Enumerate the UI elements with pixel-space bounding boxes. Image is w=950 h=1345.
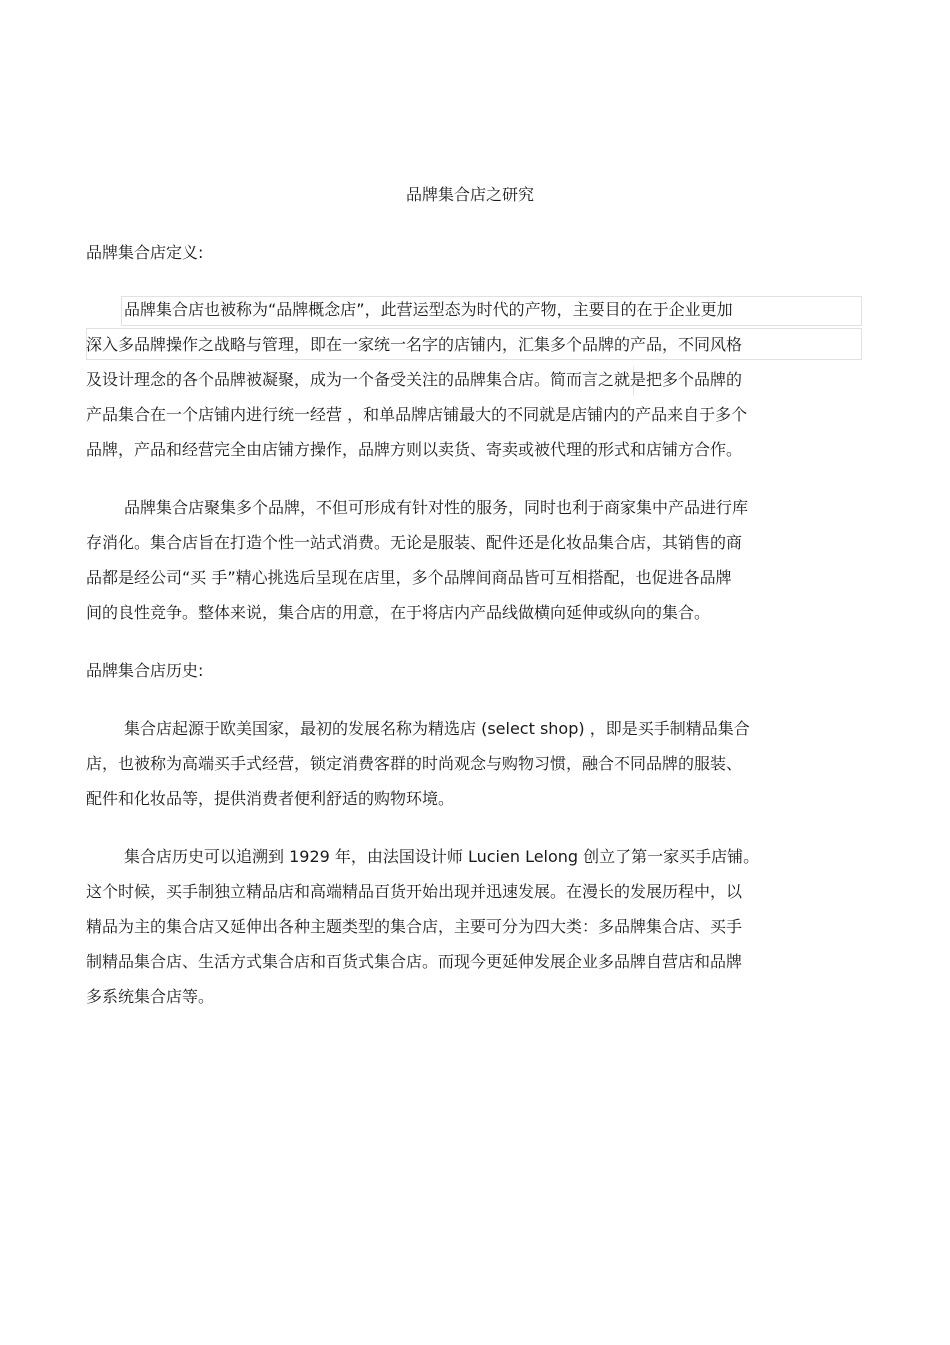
paragraph-line: 及设计理念的各个品牌被凝聚，成为一个备受关注的品牌集合店。简而言之就是把多个品牌的 [86,370,743,389]
paragraph-line: 品都是经公司“买 手”精心挑选后呈现在店里，多个品牌间商品皆可互相搭配，也促进各品牌 [86,568,732,587]
document-title: 品牌集合店之研究 [405,185,534,204]
section-heading-history: 品牌集合店历史: [86,661,204,680]
paragraph-line: 品牌，产品和经营完全由店铺方操作，品牌方则以卖货、寄卖或被代理的形式和店铺方合作。 [86,440,743,459]
paragraph-line: 深入多品牌操作之战略与管理，即在一家统一名字的店铺内，汇集多个品牌的产品，不同风格 [86,335,743,354]
paragraph-line: 品牌集合店也被称为“品牌概念店”，此营运型态为时代的产物，主要目的在于企业更加 [124,300,733,319]
paragraph-line: 这个时候，买手制独立精品店和高端精品百货开始出现并迅速发展。在漫长的发展历程中，以 [86,882,743,901]
paragraph-line: 集合店起源于欧美国家，最初的发展名称为精选店 (select shop) ，即是买手制精品集合 [124,719,750,738]
section-heading-definition: 品牌集合店定义: [86,243,204,262]
paragraph-line: 间的良性竞争。整体来说，集合店的用意，在于将店内产品线做横向延伸或纵向的集合。 [86,603,711,622]
paragraph-line: 存消化。集合店旨在打造个性一站式消费。无论是服装、配件还是化妆品集合店，其销售的商 [86,533,743,552]
paragraph-line: 集合店历史可以追溯到 1929 年，由法国设计师 Lucien Lelong 创立了第一家买手店铺。 [124,847,760,866]
paragraph-line: 配件和化妆品等，提供消费者便利舒适的购物环境。 [86,789,455,808]
paragraph-line: 产品集合在一个店铺内进行统一经营 ，和单品牌店铺最大的不同就是店铺内的产品来自于多个 [86,405,748,424]
paragraph-line: 制精品集合店、生活方式集合店和百货式集合店。而现今更延伸发展企业多品牌自营店和品牌 [86,952,743,971]
paragraph-line: 品牌集合店聚集多个品牌，不但可形成有针对性的服务，同时也利于商家集中产品进行库 [124,498,749,517]
paragraph-line: 精品为主的集合店又延伸出各种主题类型的集合店，主要可分为四大类：多品牌集合店、买手 [86,917,743,936]
paragraph-line: 店，也被称为高端买手式经营，锁定消费客群的时尚观念与购物习惯，融合不同品牌的服装、 [86,754,743,773]
paragraph-line: 多系统集合店等。 [86,987,215,1006]
